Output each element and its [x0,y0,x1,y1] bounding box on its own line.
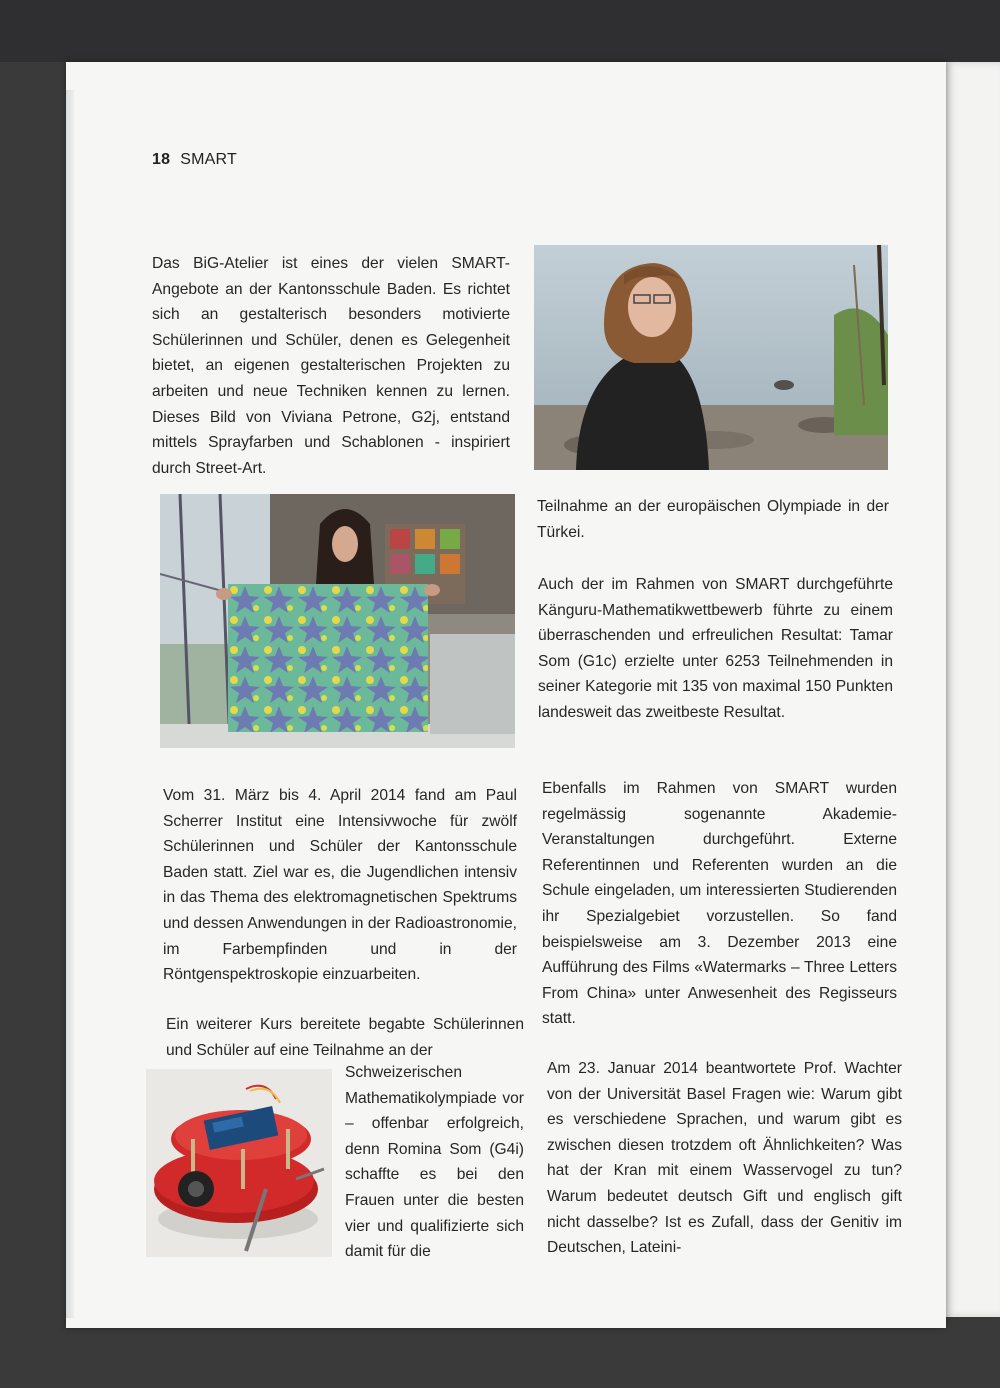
page-stack-edge [66,90,74,1318]
page-number: 18 [152,151,171,168]
paragraph-akademie: Ebenfalls im Rahmen von SMART wurden regelmässig sogenannte Akademie-Veranstaltungen durchgeführt. Externe Referentinnen und Referenten wurden an die Schule eingeladen, um interessierten Studierenden ihr Spezialgebiet vorzustellen. So fand beispielsweise am 3. Dezember 2013 eine Aufführung des Films «Watermarks – Three Letters From China» unter Anwesenheit des Regisseurs statt. [542,780,897,1028]
scan-background [0,0,1000,62]
paragraph-big-atelier: Das BiG-Atelier ist eines der vielen SMART-Angebote an der Kantonsschule Baden. Es richtet sich an gestalterisch besonders motivierte Schülerinnen und Schüler, denen es Gelegenheit bietet, an eigenen gestalterischen Projekten zu arbeiten und neue Techniken kennen zu lernen. Dieses Bild von Viviana Petrone, G2j, entstand mittels Sprayfarben und Schablonen - inspiriert durch Street-Art. [152,255,510,477]
paragraph-math-olympiad-wrap: Schweizerischen Mathematikolympiade vor – offenbar erfolgreich, denn Romina Som (G4i) schaffte es bei den Frauen unter die besten vier und qualifizierte sich damit für die [345,1064,524,1261]
paragraph-math-olympiad-lead: Ein weiterer Kurs bereitete begabte Schülerinnen und Schüler auf eine Teilnahme an der [166,1016,524,1059]
paragraph-kanguru: Auch der im Rahmen von SMART durchgeführte Känguru-Mathematikwettbewerb führte zu einem überraschenden und erfreulichen Resultat: Tamar Som (G1c) erzielte unter 6253 Teilnehmenden in seiner Kategorie mit 135 von maximal 150 Punkten landesweit das zweitbeste Resultat. [538,576,893,721]
olympiad-photo [534,245,888,470]
robot-photo [146,1069,332,1257]
paragraph-wachter: Am 23. Januar 2014 beantwortete Prof. Wachter von der Universität Basel Fragen wie: Warum gibt es verschiedene Sprachen, und warum gibt es zwischen diesen trotzdem oft Ähnlichkeiten? Was hat der Kran mit einem Wasservogel zu tun? Warum bedeutet deutsch Gift und englisch gift nicht dasselbe? Ist es Zufall, dass der Genitiv im Deutschen, Lateini- [547,1060,902,1257]
paragraph-psi-week: Vom 31. März bis 4. April 2014 fand am Paul Scherrer Institut eine Intensivwoche für zwölf Schülerinnen und Schüler der Kantonsschule Baden statt. Ziel war es, die Jugendlichen intensiv in das Thema des elektromagnetischen Spektrums und dessen Anwendungen in der Radioastronomie, im Farbempfinden und in der Röntgenspektroskopie einzuarbeiten. [163,787,517,984]
paragraph-olympiad-turkey: Teilnahme an der europäischen Olympiade in der Türkei. [537,498,889,541]
facing-page-edge [944,62,1000,1317]
section-title: SMART [180,151,237,168]
art-photo [160,494,515,748]
lakeshore-image [534,245,888,470]
spray-art-image [160,494,515,748]
running-header [152,151,237,169]
robot-image [146,1069,332,1257]
